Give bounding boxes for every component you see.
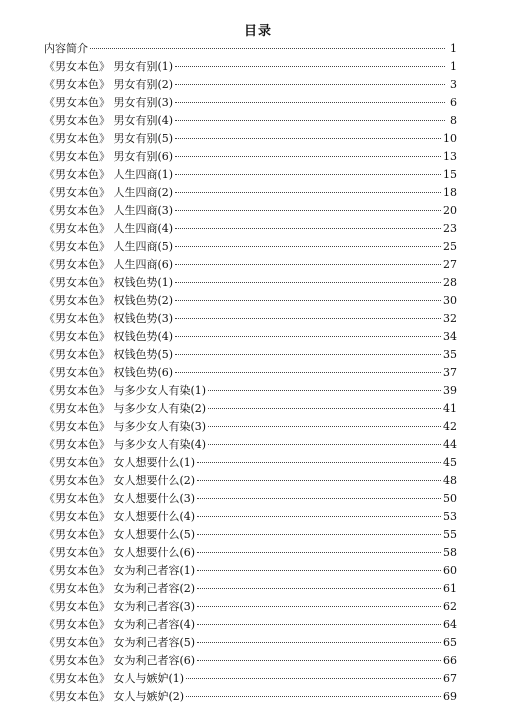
toc-entry[interactable]	[44, 580, 457, 598]
toc-entry[interactable]	[44, 274, 457, 292]
dot-leader	[175, 156, 441, 157]
dot-leader	[197, 660, 441, 661]
toc-entry-page-number: 1	[450, 60, 457, 73]
toc-entry-page-number: 55	[443, 528, 457, 541]
toc-entry-page-number: 3	[450, 78, 457, 91]
dot-leader	[197, 642, 441, 643]
toc-entry[interactable]	[44, 238, 457, 256]
toc-entry[interactable]	[44, 112, 457, 130]
toc-entry[interactable]	[44, 220, 457, 238]
dot-leader	[175, 210, 441, 211]
toc-entry-label: 《男女本色》 男女有别(1)	[44, 60, 174, 73]
toc-entry-label: 《男女本色》 与多少女人有染(3)	[44, 420, 207, 433]
toc-entry-page-number: 64	[443, 618, 457, 631]
dot-leader	[197, 588, 441, 589]
toc-entry[interactable]	[44, 382, 457, 400]
toc-entry[interactable]	[44, 616, 457, 634]
dot-leader	[175, 228, 441, 229]
toc-entry[interactable]	[44, 688, 457, 706]
toc-entry-page-number: 6	[450, 96, 457, 109]
toc-entry[interactable]	[44, 472, 457, 490]
dot-leader	[208, 426, 441, 427]
dot-leader	[175, 102, 445, 103]
dot-leader	[175, 174, 441, 175]
toc-entry-label: 《男女本色》 与多少女人有染(4)	[44, 438, 207, 451]
toc-entry-page-number: 60	[443, 564, 457, 577]
toc-entry[interactable]	[44, 328, 457, 346]
toc-entry-page-number: 39	[443, 384, 457, 397]
toc-entry-label: 《男女本色》 女为利己者容(3)	[44, 600, 196, 613]
toc-entry[interactable]	[44, 670, 457, 688]
toc-entry-label: 《男女本色》 与多少女人有染(2)	[44, 402, 207, 415]
dot-leader	[175, 192, 441, 193]
dot-leader	[186, 678, 441, 679]
toc-entry-page-number: 28	[443, 276, 457, 289]
dot-leader	[197, 534, 441, 535]
toc-entry-label: 《男女本色》 人生四商(6)	[44, 258, 174, 271]
toc-entry-page-number: 69	[443, 690, 457, 703]
toc-entry-page-number: 35	[443, 348, 457, 361]
toc-entry-label: 《男女本色》 女为利己者容(1)	[44, 564, 196, 577]
toc-entry-label: 《男女本色》 女人与嫉妒(2)	[44, 690, 185, 703]
toc-entry-page-number: 53	[443, 510, 457, 523]
toc-entry-page-number: 13	[443, 150, 457, 163]
toc-entry-page-number: 48	[443, 474, 457, 487]
toc-entry-label: 《男女本色》 女为利己者容(2)	[44, 582, 196, 595]
toc-entry-label: 《男女本色》 女为利己者容(4)	[44, 618, 196, 631]
dot-leader	[197, 516, 441, 517]
toc-entry-page-number: 45	[443, 456, 457, 469]
toc-entry-label: 《男女本色》 男女有别(4)	[44, 114, 174, 127]
toc-entry-page-number: 8	[450, 114, 457, 127]
dot-leader	[197, 498, 441, 499]
toc-entry-label: 《男女本色》 与多少女人有染(1)	[44, 384, 207, 397]
toc-entry-label: 《男女本色》 男女有别(2)	[44, 78, 174, 91]
toc-entry-page-number: 15	[443, 168, 457, 181]
toc-entry[interactable]	[44, 166, 457, 184]
dot-leader	[175, 120, 445, 121]
toc-entry-label: 内容简介	[44, 42, 88, 55]
dot-leader	[197, 570, 441, 571]
dot-leader	[186, 696, 441, 697]
toc-entry-page-number: 27	[443, 258, 457, 271]
toc-entry-label: 《男女本色》 女人想要什么(6)	[44, 546, 196, 559]
dot-leader	[197, 624, 441, 625]
dot-leader	[175, 354, 441, 355]
dot-leader	[90, 48, 445, 49]
toc-entry[interactable]	[44, 490, 457, 508]
toc-entry-label: 《男女本色》 女人想要什么(4)	[44, 510, 196, 523]
dot-leader	[175, 84, 445, 85]
toc-entry-label: 《男女本色》 男女有别(5)	[44, 132, 174, 145]
toc-entry[interactable]	[44, 310, 457, 328]
toc-entry-label: 《男女本色》 女人与嫉妒(1)	[44, 672, 185, 685]
toc-entry[interactable]	[44, 562, 457, 580]
toc-entry[interactable]	[44, 652, 457, 670]
toc-entry[interactable]	[44, 508, 457, 526]
toc-entry-page-number: 50	[443, 492, 457, 505]
toc-entry[interactable]	[44, 364, 457, 382]
toc-entry-page-number: 30	[443, 294, 457, 307]
toc-entry-label: 《男女本色》 男女有别(3)	[44, 96, 174, 109]
toc-entry[interactable]	[44, 598, 457, 616]
toc-entry-page-number: 18	[443, 186, 457, 199]
toc-entry-label: 《男女本色》 女人想要什么(5)	[44, 528, 196, 541]
toc-entry-page-number: 20	[443, 204, 457, 217]
dot-leader	[175, 138, 441, 139]
toc-entry[interactable]	[44, 40, 457, 58]
toc-entry-label: 《男女本色》 人生四商(3)	[44, 204, 174, 217]
dot-leader	[208, 408, 441, 409]
toc-entry[interactable]	[44, 184, 457, 202]
toc-entry-page-number: 61	[443, 582, 457, 595]
toc-entry-label: 《男女本色》 权钱色势(5)	[44, 348, 174, 361]
toc-entry-label: 《男女本色》 权钱色势(1)	[44, 276, 174, 289]
dot-leader	[175, 336, 441, 337]
dot-leader	[175, 318, 441, 319]
toc-entry[interactable]	[44, 400, 457, 418]
toc-entry[interactable]	[44, 256, 457, 274]
toc-entry[interactable]	[44, 130, 457, 148]
toc-entry-label: 《男女本色》 人生四商(4)	[44, 222, 174, 235]
toc-entry-label: 《男女本色》 权钱色势(4)	[44, 330, 174, 343]
toc-entry-page-number: 32	[443, 312, 457, 325]
toc-entry-page-number: 41	[443, 402, 457, 415]
toc-entry-label: 《男女本色》 人生四商(1)	[44, 168, 174, 181]
toc-entry-page-number: 10	[443, 132, 457, 145]
toc-entry-label: 《男女本色》 男女有别(6)	[44, 150, 174, 163]
dot-leader	[175, 300, 441, 301]
toc-entry-page-number: 42	[443, 420, 457, 433]
toc-entry-page-number: 67	[443, 672, 457, 685]
toc-entry-label: 《男女本色》 女为利己者容(5)	[44, 636, 196, 649]
toc-entry[interactable]	[44, 58, 457, 76]
dot-leader	[197, 480, 441, 481]
dot-leader	[208, 390, 441, 391]
toc-entry[interactable]	[44, 526, 457, 544]
toc-entry-page-number: 44	[443, 438, 457, 451]
toc-entry[interactable]	[44, 76, 457, 94]
toc-entry-label: 《男女本色》 女人想要什么(1)	[44, 456, 196, 469]
toc-entry[interactable]	[44, 544, 457, 562]
toc-entry[interactable]	[44, 292, 457, 310]
toc-entry[interactable]	[44, 454, 457, 472]
dot-leader	[175, 372, 441, 373]
dot-leader	[197, 606, 441, 607]
toc-entry-label: 《男女本色》 权钱色势(2)	[44, 294, 174, 307]
toc-entry[interactable]	[44, 148, 457, 166]
toc-entry[interactable]	[44, 94, 457, 112]
dot-leader	[197, 462, 441, 463]
toc-entry-page-number: 25	[443, 240, 457, 253]
toc-entry-page-number: 66	[443, 654, 457, 667]
toc-entry-label: 《男女本色》 人生四商(2)	[44, 186, 174, 199]
toc-entry[interactable]	[44, 346, 457, 364]
table-of-contents	[44, 40, 457, 706]
toc-entry-page-number: 65	[443, 636, 457, 649]
toc-entry-label: 《男女本色》 女为利己者容(6)	[44, 654, 196, 667]
dot-leader	[197, 552, 441, 553]
dot-leader	[208, 444, 441, 445]
toc-entry-page-number: 1	[450, 42, 457, 55]
toc-entry[interactable]	[44, 634, 457, 652]
toc-entry-label: 《男女本色》 权钱色势(3)	[44, 312, 174, 325]
page-title: 目录	[243, 24, 272, 39]
toc-entry-label: 《男女本色》 女人想要什么(2)	[44, 474, 196, 487]
dot-leader	[175, 246, 441, 247]
toc-entry-page-number: 58	[443, 546, 457, 559]
toc-entry[interactable]	[44, 418, 457, 436]
toc-entry-page-number: 37	[443, 366, 457, 379]
toc-entry[interactable]	[44, 436, 457, 454]
dot-leader	[175, 264, 441, 265]
toc-entry[interactable]	[44, 202, 457, 220]
dot-leader	[175, 66, 445, 67]
toc-entry-label: 《男女本色》 女人想要什么(3)	[44, 492, 196, 505]
toc-entry-label: 《男女本色》 权钱色势(6)	[44, 366, 174, 379]
dot-leader	[175, 282, 441, 283]
toc-entry-page-number: 23	[443, 222, 457, 235]
toc-entry-page-number: 62	[443, 600, 457, 613]
toc-entry-label: 《男女本色》 人生四商(5)	[44, 240, 174, 253]
toc-entry-page-number: 34	[443, 330, 457, 343]
